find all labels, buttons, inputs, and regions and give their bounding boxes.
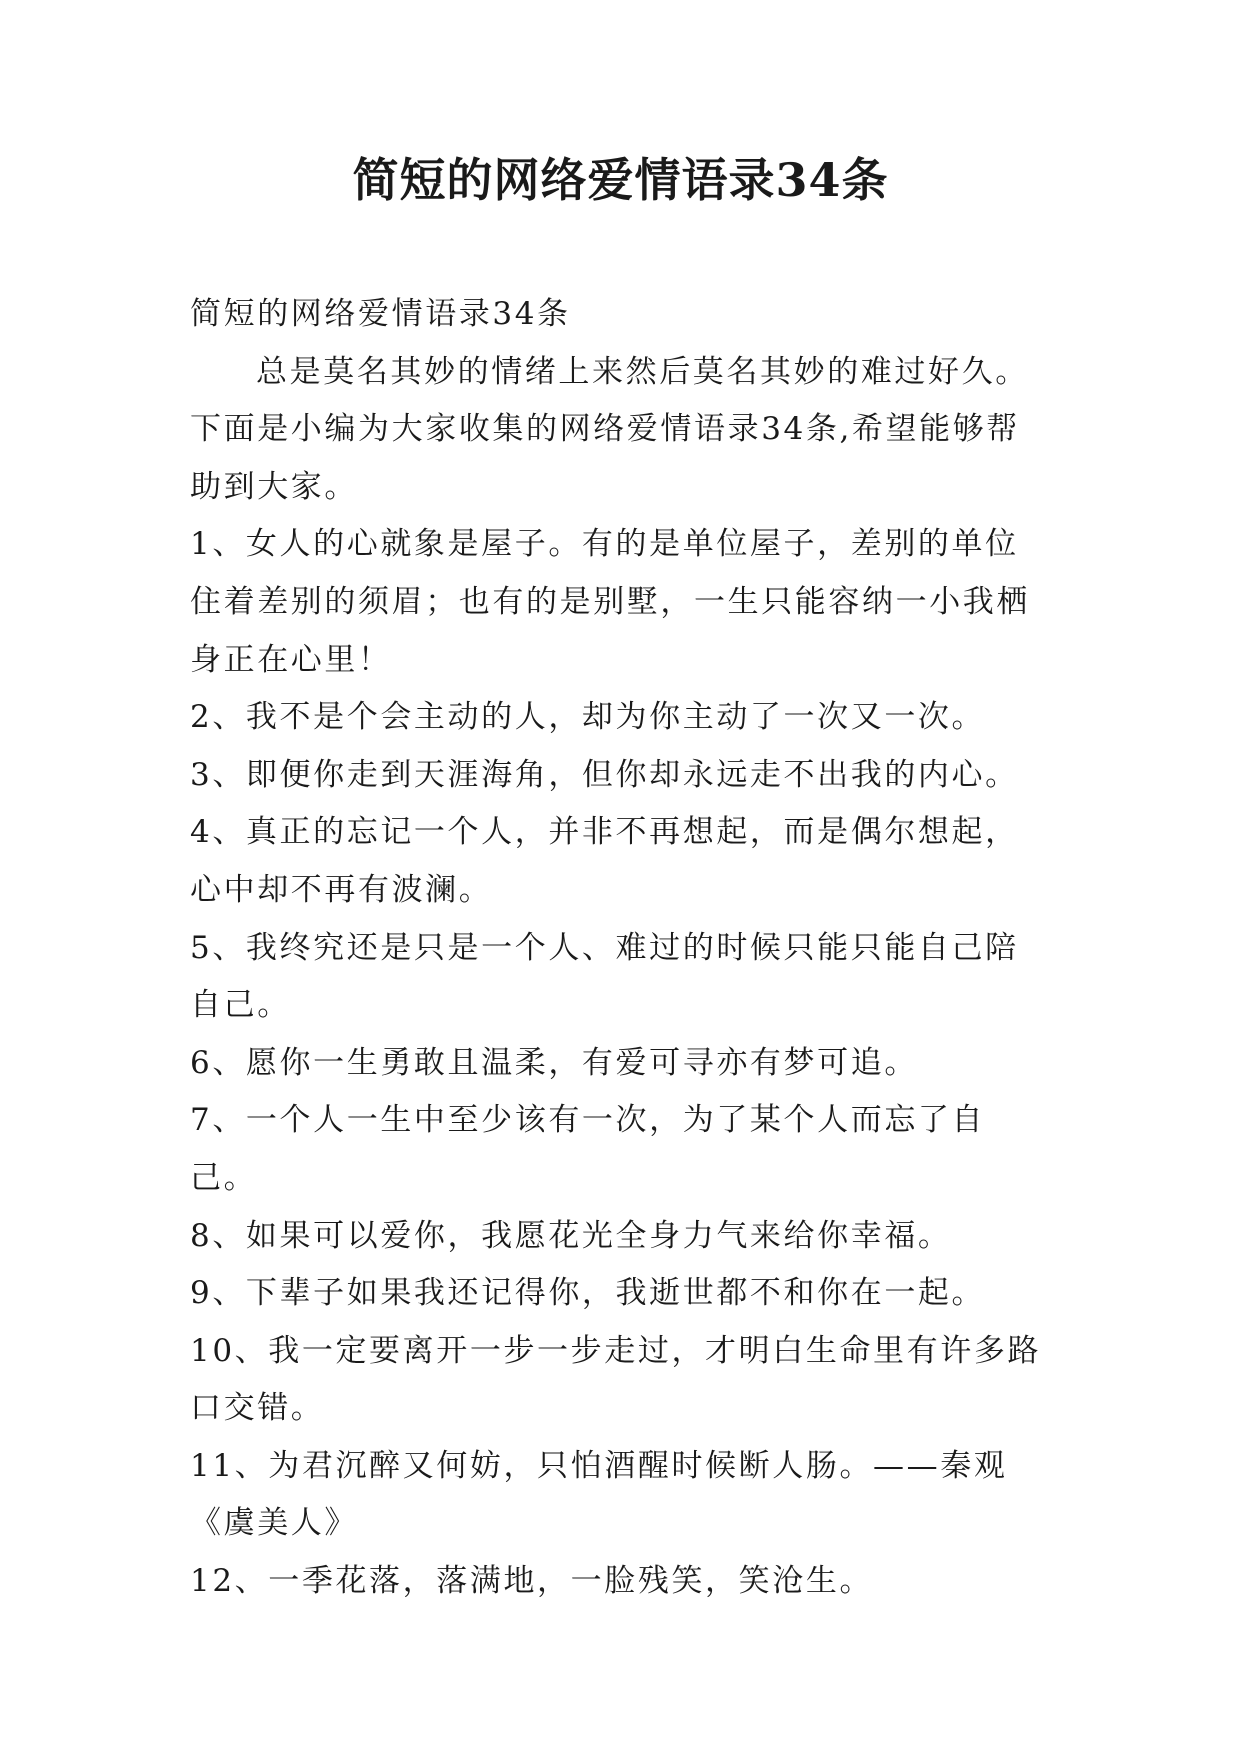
document-subtitle: 简短的网络爱情语录34条 [190, 296, 571, 332]
quote-item-12: 12、一季花落，落满地，一脸残笑，笑沧生。 [190, 1563, 874, 1600]
quote-item-8: 8、如果可以爱你，我愿花光全身力气来给你幸福。 [190, 1217, 952, 1254]
quote-item-7: 7、一个人一生中至少该有一次，为了某个人而忘了自己。 [190, 1102, 986, 1196]
quote-item-5: 5、我终究还是只是一个人、难过的时候只能只能自己陪自己。 [190, 929, 1019, 1024]
quote-item-3: 3、即便你走到天涯海角，但你却永远走不出我的内心。 [190, 756, 1019, 793]
document-body [190, 286, 1052, 1611]
quote-item-9: 9、下辈子如果我还记得你，我逝世都不和你在一起。 [190, 1275, 986, 1312]
quote-item-11: 11、为君沉醉又何妨，只怕酒醒时候断人肠。——秦观《虞美人》 [190, 1447, 1008, 1542]
quote-item-10: 10、我一定要离开一步一步走过，才明白生命里有许多路口交错。 [190, 1332, 1042, 1427]
quote-item-2: 2、我不是个会主动的人，却为你主动了一次又一次。 [190, 699, 986, 736]
quote-item-6: 6、愿你一生勇敢且温柔，有爱可寻亦有梦可追。 [190, 1044, 918, 1081]
document-title: 简短的网络爱情语录34条 [352, 153, 889, 207]
quote-item-4: 4、真正的忘记一个人，并非不再想起，而是偶尔想起，心中却不再有波澜。 [190, 814, 1019, 908]
intro-paragraph: 总是莫名其妙的情绪上来然后莫名其妙的难过好久。下面是小编为大家收集的网络爱情语录34条,希望能够帮助到大家。 [190, 353, 1029, 505]
quote-item-1: 1、女人的心就象是屋子。有的是单位屋子，差别的单位住着差别的须眉；也有的是别墅，一生只能容纳一小我栖身正在心里！ [190, 526, 1030, 678]
